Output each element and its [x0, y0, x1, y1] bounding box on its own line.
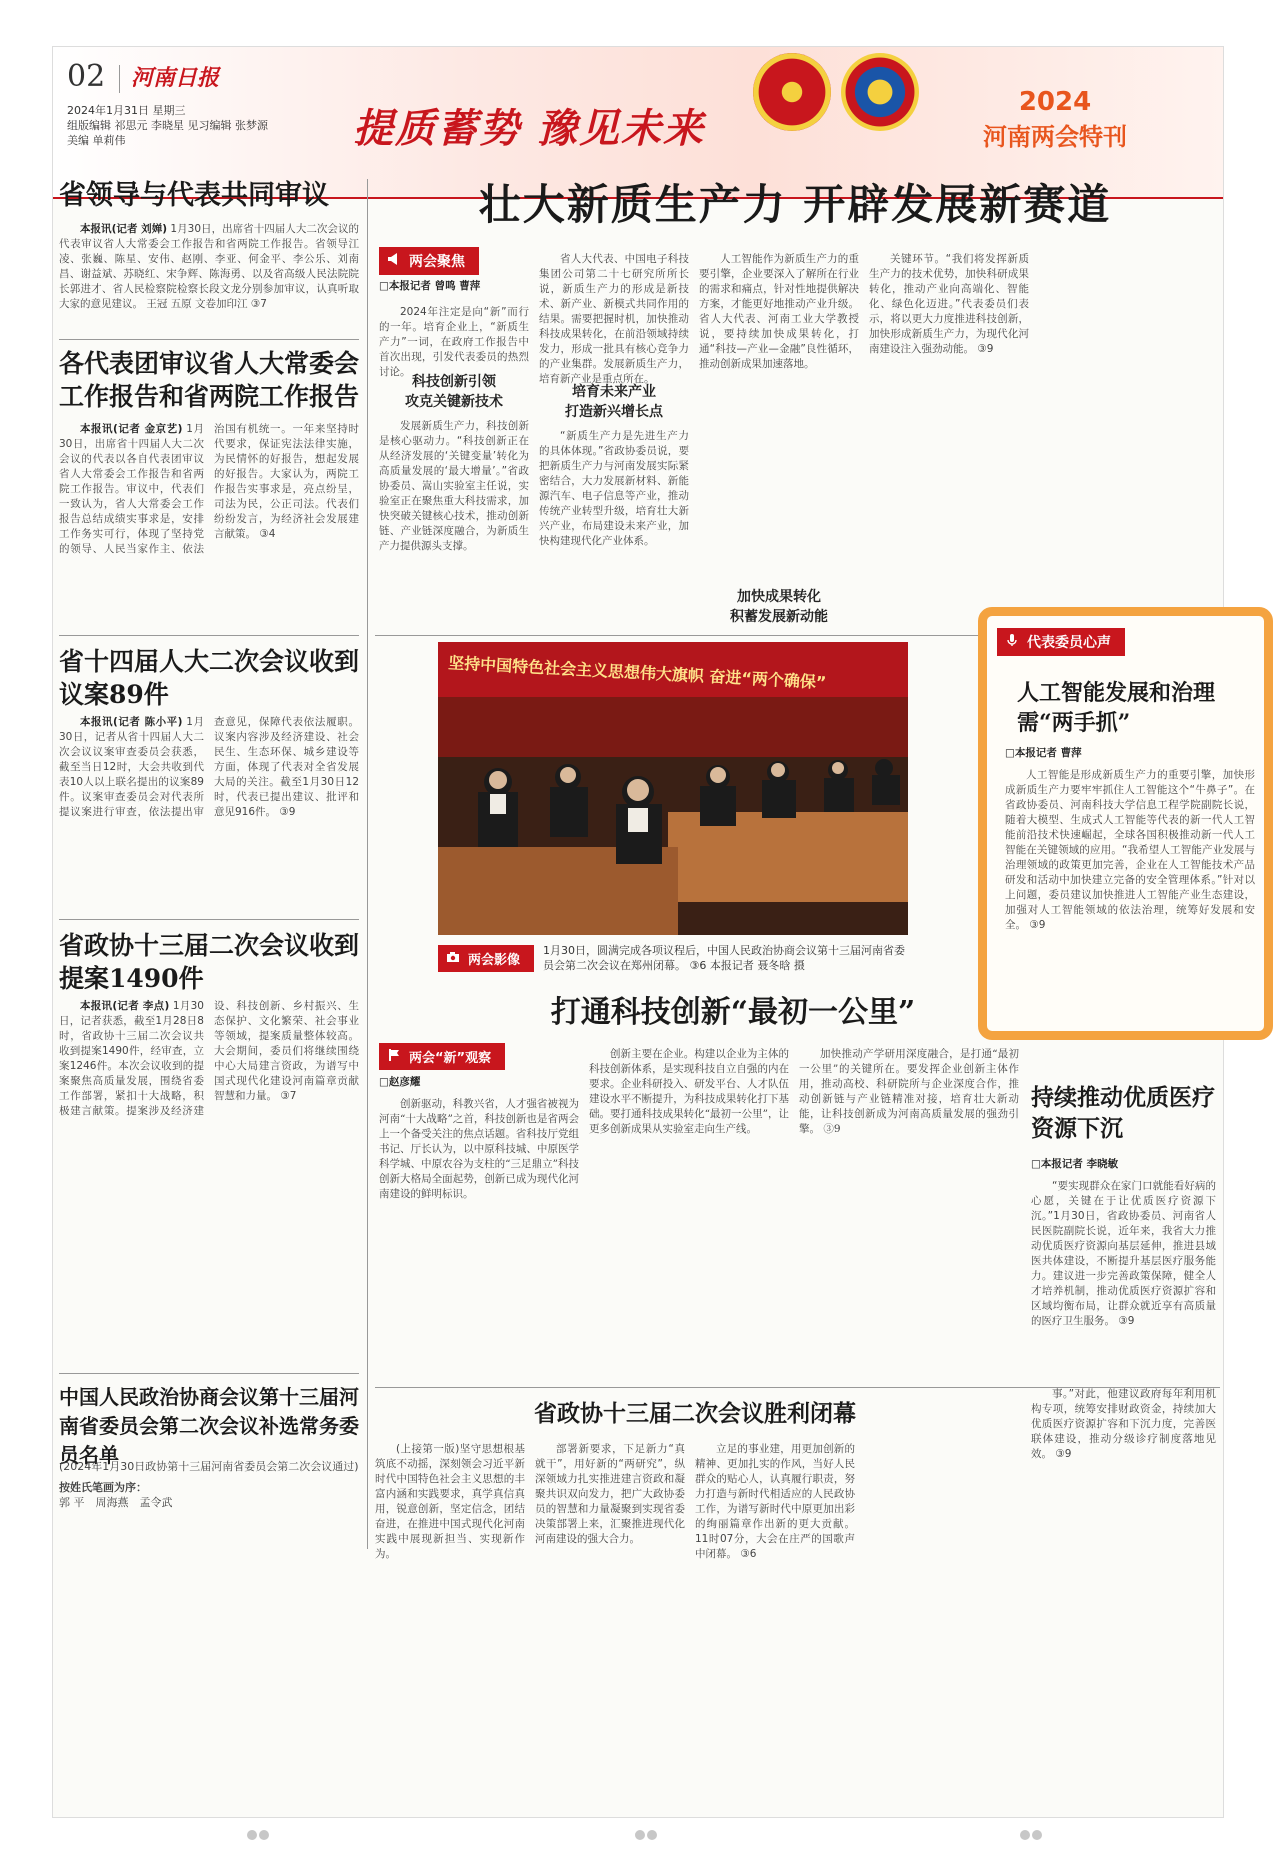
col-text: “新质生产力是先进生产力的具体体现。”省政协委员说，要把新质生产力与河南发展实际紧密结合，大力发展新材料、新能源汽车、电子信息等产业，推动传统产业转型升级，培育壮大新兴产业，布局建设未来产业，加快构建现代化产业体系。	[539, 430, 689, 547]
tech-col-3	[799, 1047, 1019, 1382]
col-text: 创新驱动，科教兴省，人才强省被视为河南“十大战略”之首，科技创新也是省两会上一个备受关注的焦点话题。省科技厅党组书记、厅长认为，以中原科技城、中原医学科学城、中原农谷为支柱的“三足鼎立”科技创新大格局全面起势，创新已成为现代化河南建设的鲜明标识。	[379, 1098, 579, 1200]
page-dot[interactable]	[259, 1830, 269, 1840]
section-tag-focus	[379, 247, 479, 275]
tech-byline: □赵彦耀	[379, 1076, 421, 1088]
camera-icon	[446, 950, 460, 964]
main-col-2a	[539, 252, 689, 385]
voice-byline: □本报记者 曹萍	[1005, 747, 1082, 759]
closing-col-4	[1031, 1387, 1216, 1807]
lead-text: 2024年注定是向“新”而行的一年。培育企业上，“新质生产力”一词，在政府工作报告中首次出现，引发代表委员的热烈讨论。	[379, 306, 529, 378]
edition-designer: 美编 单莉伟	[67, 134, 126, 147]
col-text: 省人大代表、中国电子科技集团公司第二十七研究所所长说，新质生产力的形成是新技术、新产业、新模式共同作用的结果。需要把握时机，加快推动科技成果转化，在前沿领域持续发力，形成一批具有核心竞争力的产业集群。发展新质生产力，培育新产业是重点所在。	[539, 253, 689, 385]
closing-col-1	[375, 1442, 525, 1807]
hall-banner: 坚持中国特色社会主义思想伟大旗帜 奋进“两个确保”	[447, 653, 827, 693]
column-divider	[367, 179, 368, 1549]
special-year: 2024	[1018, 87, 1092, 117]
col-text: 人工智能是形成新质生产力的重要引擎，加快形成新质生产力要牢牢抓住人工智能这个“牛鼻子”。在省政协委员、河南科技大学信息工程学院副院长说，随着大模型、生成式人工智能等代表的新一代人工智能前沿技术快速崛起，全球各国积极推动新一代人工智能在关键领域的应用。“我希望人工智能产业发展与治理领域的政策更加完善，企业在人工智能技术产品研发和活动中加快建立完备的安全管理体系。”针对以上问题，委员建议加快推进人工智能产业生态建设，加强对人工智能领域的依法治理，统筹好发展和安全。 ③9	[1005, 769, 1255, 931]
closing-col-2	[535, 1442, 685, 1807]
edition-date: 2024年1月31日 星期三	[67, 104, 186, 117]
tech-col-1	[379, 1097, 579, 1382]
closing-headline: 省政协十三届二次会议胜利闭幕	[534, 1400, 856, 1427]
page-dot[interactable]	[1020, 1830, 1030, 1840]
col-text: 人工智能作为新质生产力的重要引擎，企业要深入了解所在行业的需求和痛点，针对性地提供解决方案，才能更好地推动产业升级。省人大代表、河南工业大学教授说，要持续加快成果转化，打通“科技—产业—金融”良性循环，推动创新成果加速落地。	[699, 253, 859, 370]
voice-headline: 人工智能发展和治理需“两手抓”	[1017, 680, 1216, 736]
tech-col-2	[589, 1047, 789, 1382]
col-text: 加快推动产学研用深度融合，是打通“最初一公里”的关键所在。要发挥企业创新主体作用，推动高校、科研院所与企业深度合作，推动创新链与产业链精准对接，培育壮大新动能，让科技创新成为河南高质量发展的强劲引擎。 ③9	[799, 1048, 1019, 1135]
main-col-3	[699, 252, 859, 582]
main-col-2b	[539, 429, 689, 631]
byline: 本报讯(记者 李点)	[80, 1000, 170, 1012]
page-dot[interactable]	[647, 1830, 657, 1840]
divider	[59, 635, 359, 636]
special-title: 河南两会特刊	[983, 123, 1127, 151]
main-lead	[379, 305, 529, 378]
closing-col-3	[695, 1442, 855, 1807]
col-text: 部署新要求，下足新力“真就干”，用好新的“两研究”，纵深领域力扎实推进建言资政和凝聚共识双向发力，把广大政协委员的智慧和力量凝聚到实现省委决策部署上来，汇聚推进现代化河南建设的强大合力。	[535, 1443, 685, 1545]
microphone-icon	[1005, 633, 1019, 647]
page-dot[interactable]	[1032, 1830, 1042, 1840]
page-dot[interactable]	[247, 1830, 257, 1840]
section-tag-photo	[438, 945, 534, 972]
committee-list-label: 按姓氏笔画为序：	[59, 1481, 147, 1494]
committee-names: 郭 平 周海燕 孟令武	[59, 1496, 173, 1509]
main-headline: 壮大新质生产力 开辟发展新赛道	[478, 180, 1112, 229]
section-tag-voice	[997, 628, 1125, 656]
article-body-leaders	[59, 222, 359, 334]
flag-icon	[387, 1048, 401, 1062]
main-col-4	[869, 252, 1029, 632]
section-tag-label: 代表委员心声	[1027, 635, 1111, 651]
byline: 本报讯(记者 刘婵)	[80, 223, 168, 235]
main-byline: □本报记者 曾鸣 曹萍	[379, 280, 481, 292]
cppcc-emblem-icon	[841, 53, 919, 131]
col-text: “要实现群众在家门口就能看好病的心愿，关键在于让优质医疗资源下沉。”1月30日，省政协委员、河南省人民医院副院长说，近年来，我省大力推动优质医疗资源向基层延伸，推进县域医共体建设，不断提升基层医疗服务能力。建议进一步完善政策保障，健全人才培养机制，推动优质医疗资源扩容和区域均衡布局，让群众就近享有高质量的医疗卫生服务。 ③9	[1031, 1180, 1216, 1327]
photo-caption: 1月30日，圆满完成各项议程后，中国人民政治协商会议第十三届河南省委员会第二次会议在郑州闭幕。 ③6 本报记者 聂冬晗 摄	[543, 944, 905, 972]
article-text: 1月30日，出席省十四届人大二次会议的代表以各自代表团审议省人大常委会工作报告和省两院工作报告。审议中，代表们一致认为，省人大常委会工作报告总结成绩实事求是，安排工作务实可行，体现了坚持党的领导、人民当家作主、依法治国有机统一。一年来坚持时代要求，保证宪法法律实施，为民情怀的好报告，想起发展的好报告。大家认为，两院工作报告实事求是，亮点纷呈，司法为民，公正司法。代表们纷纷发言，为经济社会发展建言献策。 ③4	[59, 423, 359, 555]
special-issue-label	[983, 87, 1127, 152]
byline: 本报讯(记者 陈小平)	[80, 716, 183, 728]
page-number: 02	[67, 59, 106, 94]
medical-headline: 持续推动优质医疗资源下沉	[1031, 1084, 1215, 1142]
committee-list	[59, 1459, 359, 1549]
section-tag-label: 两会聚焦	[409, 254, 465, 270]
national-emblem-icon	[753, 53, 831, 131]
article-title-motions: 省十四届人大二次会议收到议案89件	[59, 647, 360, 709]
article-text: 1月30日，记者获悉，截至1月28日8时，省政协十三届二次会议共收到提案1490件，经审查，立案1246件。本次会议收到的提案聚焦高质量发展，围绕省委工作部署，紧扣十大战略，积极建言献策。提案涉及经济建设、科技创新、乡村振兴、生态保护、文化繁荣、社会事业等领域，提案质量整体较高。大会期间，委员们将继续围绕中心大局建言资政，为谱写中国式现代化建设河南篇章贡献智慧和力量。 ③7	[59, 1000, 359, 1117]
megaphone-icon	[387, 252, 401, 266]
edition-editors: 组版编辑 祁思元 李晓星 见习编辑 张梦源	[67, 119, 268, 132]
col-text: 发展新质生产力，科技创新是核心驱动力。“科技创新正在从经济发展的‘关键变量’转化为高质量发展的‘最大增量’。”省政协委员、嵩山实验室主任说，实验室正在聚焦重大科技需求，加快突破关键核心技术，推动创新链、产业链深度融合，为新质生产力提供源头支撑。	[379, 420, 529, 552]
article-text: 1月30日，出席省十四届人大二次会议的代表审议省人大常委会工作报告和省两院工作报告。省领导江凌、张巍、陈星、安伟、赵刚、李亚、何金平、李公乐、刘南昌、谢益斌、苏晓红、宋争辉、陈海勇、以及省高级人民法院院长郭进才、省人民检察院检察长段文龙分别参加审议，认真听取大家的意见建议。 王冠 五原 文卷加印江 ③7	[59, 223, 359, 310]
medical-body	[1031, 1179, 1216, 1379]
col-text: 立足的事业建，用更加创新的精神、更加扎实的作风，当好人民群众的贴心人，认真履行职责，努力打造与新时代相适应的人民政协工作，为谱写新时代中原更加出彩的绚丽篇章作出新的更大贡献。11时07分，大会在庄严的国歌声中闭幕。 ③6	[695, 1443, 855, 1560]
section-tag-label: 两会影像	[468, 953, 521, 968]
col-text: 关键环节。“我们将发挥新质生产力的技术优势，加快科研成果转化，推动产业向高端化、智能化、绿色化迈进。”代表委员们表示，将以更大力度推进科技创新，加快形成新质生产力，为现代化河南建设注入强劲动能。 ③9	[869, 253, 1029, 355]
article-title-delegations: 各代表团审议省人大常委会工作报告和省两院工作报告	[59, 349, 360, 411]
article-title-proposals: 省政协十三届二次会议收到提案1490件	[59, 931, 360, 993]
divider	[59, 1373, 359, 1374]
article-title-committee: 中国人民政治协商会议第十三届河南省委员会第二次会议补选常务委员名单	[59, 1385, 359, 1467]
divider	[59, 339, 359, 340]
masthead	[53, 47, 1223, 199]
edition-meta	[67, 103, 307, 148]
article-body-motions	[59, 715, 359, 913]
main-col-1	[379, 419, 529, 631]
special-slogan: 提质蓄势 豫见未来	[353, 105, 705, 152]
meeting-photo	[438, 642, 908, 935]
section-tag-label: 两会“新”观察	[409, 1051, 492, 1066]
col-text: 创新主要在企业。构建以企业为主体的科技创新体系，是实现科技自立自强的内在要求。企业科研投入、研发平台、人才队伍建设水平不断提升，为科技成果转化打下基础。要打通科技成果转化“最初一公里”，让更多创新成果从实验室走向生产线。	[589, 1048, 789, 1135]
section-tag-observe	[379, 1043, 505, 1070]
medical-byline: □本报记者 李晓敏	[1031, 1158, 1119, 1170]
article-body-proposals	[59, 999, 359, 1367]
col-text: (上接第一版)坚守思想根基筑底不动摇，深刻领会习近平新时代中国特色社会主义思想的丰富内涵和实践要求，真学真信真用，锐意创新，坚定信念，团结奋进，在推进中国式现代化河南实践中展现新担当、实现新作为。	[375, 1443, 525, 1560]
tech-headline: 打通科技创新“最初一公里”	[550, 995, 916, 1030]
divider	[59, 919, 359, 920]
article-title-leaders: 省领导与代表共同审议	[59, 180, 329, 211]
committee-note: (2024年1月30日政协第十三届河南省委员会第二次会议通过)	[59, 1460, 359, 1473]
article-text: 1月30日，记者从省十四届人大二次会议议案审查委员会获悉，截至当日12时，大会共收到代表10人以上联名提出的议案89件。议案审查委员会对代表所提议案进行审查，依法提出审查意见，保障代表依法履职。议案内容涉及经济建设、社会民生、生态环保、城乡建设等方面，体现了代表对全省发展大局的关注。截至1月30日12时，代表已提出建议、批评和意见916件。 ③9	[59, 716, 359, 818]
masthead-divider	[119, 65, 120, 93]
subhead-future-industry: 培育未来产业 打造新兴增长点	[565, 384, 663, 420]
paper-name: 河南日报	[131, 65, 220, 91]
page-dot[interactable]	[635, 1830, 645, 1840]
subhead-transformation: 加快成果转化 积蓄发展新动能	[730, 589, 828, 625]
voice-body	[1005, 768, 1255, 1023]
byline: 本报讯(记者 金京艺)	[80, 423, 183, 435]
article-body-delegations	[59, 422, 359, 630]
col-text: 事。”对此，他建议政府每年利用机构专项，统筹安排财政资金，持续加大优质医疗资源扩容和下沉力度，完善医联体建设，推动分级诊疗制度落地见效。 ③9	[1031, 1388, 1216, 1460]
highlighted-voice-box[interactable]	[978, 607, 1273, 1040]
subhead-innovation: 科技创新引领 攻克关键新技术	[405, 374, 503, 410]
